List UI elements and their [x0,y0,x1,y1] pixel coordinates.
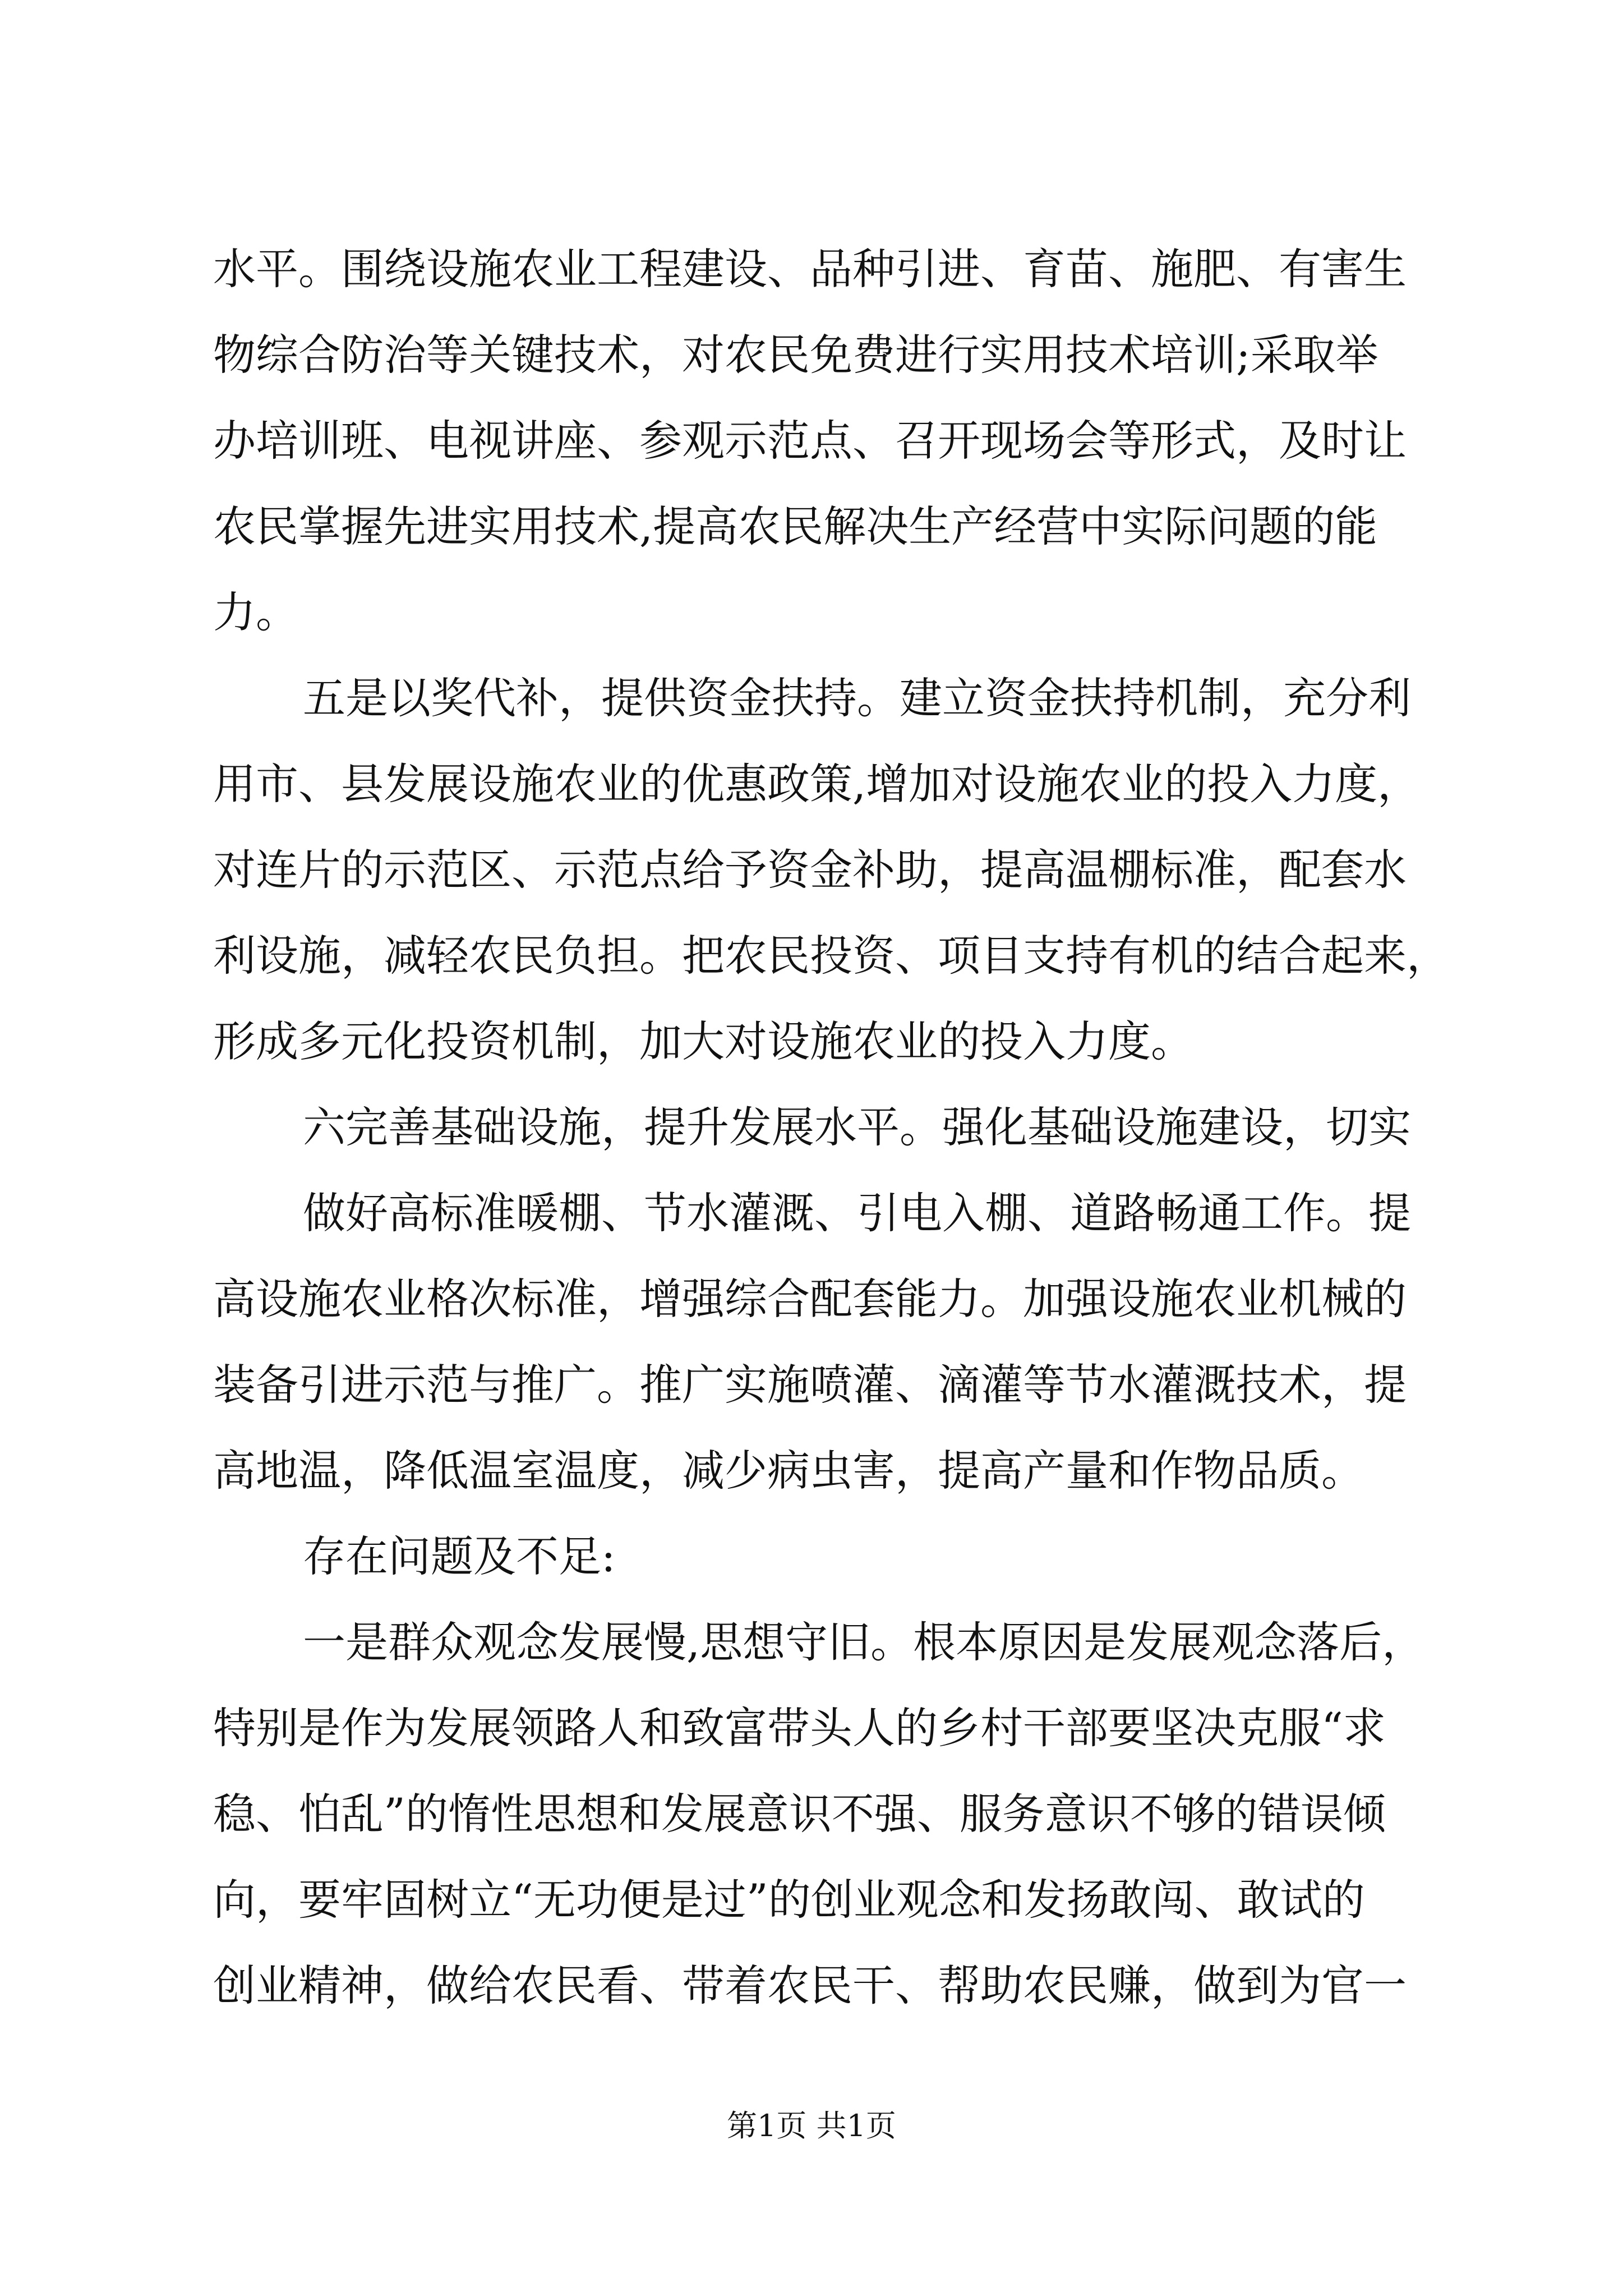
text-line: 稳、怕乱”的惰性思想和发展意识不强、服务意识不够的错误倾 [213,1789,1386,1839]
text-line: 农民掌握先进实用技术,提高农民解决生产经营中实际问题的能 [213,501,1378,551]
text-line: 水平。围绕设施农业工程建设、品种引进、育苗、施肥、有害生 [213,244,1407,294]
text-line: 特别是作为发展领路人和致富带头人的乡村干部要坚决克服“求 [213,1703,1386,1753]
text-line: 形成多元化投资机制，加大对设施农业的投入力度。 [213,1016,1193,1066]
text-line: 做好高标准暖棚、节水灌溉、引电入棚、道路畅通工作。提 [303,1188,1411,1238]
text-line: 对连片的示范区、示范点给予资金补助，提高温棚标准，配套水 [213,845,1407,895]
text-line: 用市、县发展设施农业的优惠政策,增加对设施农业的投入力度， [213,759,1421,809]
section-heading: 存在问题及不足: [303,1531,616,1581]
text-line: 力。 [213,587,298,637]
text-line: 装备引进示范与推广。推广实施喷灌、滴灌等节水灌溉技术，提 [213,1360,1407,1410]
text-line: 物综合防治等关键技术，对农民免费进行实用技术培训;采取举 [213,330,1378,380]
paragraph-start-line: 六完善基础设施，提升发展水平。强化基础设施建设，切实 [303,1102,1411,1152]
paragraph-start-line: 一是群众观念发展慢,思想守旧。根本原因是发展观念落后， [303,1617,1425,1667]
text-line: 创业精神，做给农民看、带着农民干、帮助农民赚，做到为官一 [213,1961,1407,2010]
text-line: 办培训班、电视讲座、参观示范点、召开现场会等形式，及时让 [213,416,1407,466]
text-line: 利设施，减轻农民负担。把农民投资、项目支持有机的结合起来， [213,931,1449,981]
paragraph-start-line: 五是以奖代补，提供资金扶持。建立资金扶持机制，充分利 [303,673,1411,723]
text-line: 高设施农业格次标准，增强综合配套能力。加强设施农业机械的 [213,1274,1407,1324]
page-footer: 第1页 共1页 [727,2108,896,2143]
text-line: 高地温，降低温室温度，减少病虫害，提高产量和作物品质。 [213,1446,1364,1496]
text-line: 向，要牢固树立“无功便是过”的创业观念和发扬敢闯、敢试的 [213,1875,1365,1925]
